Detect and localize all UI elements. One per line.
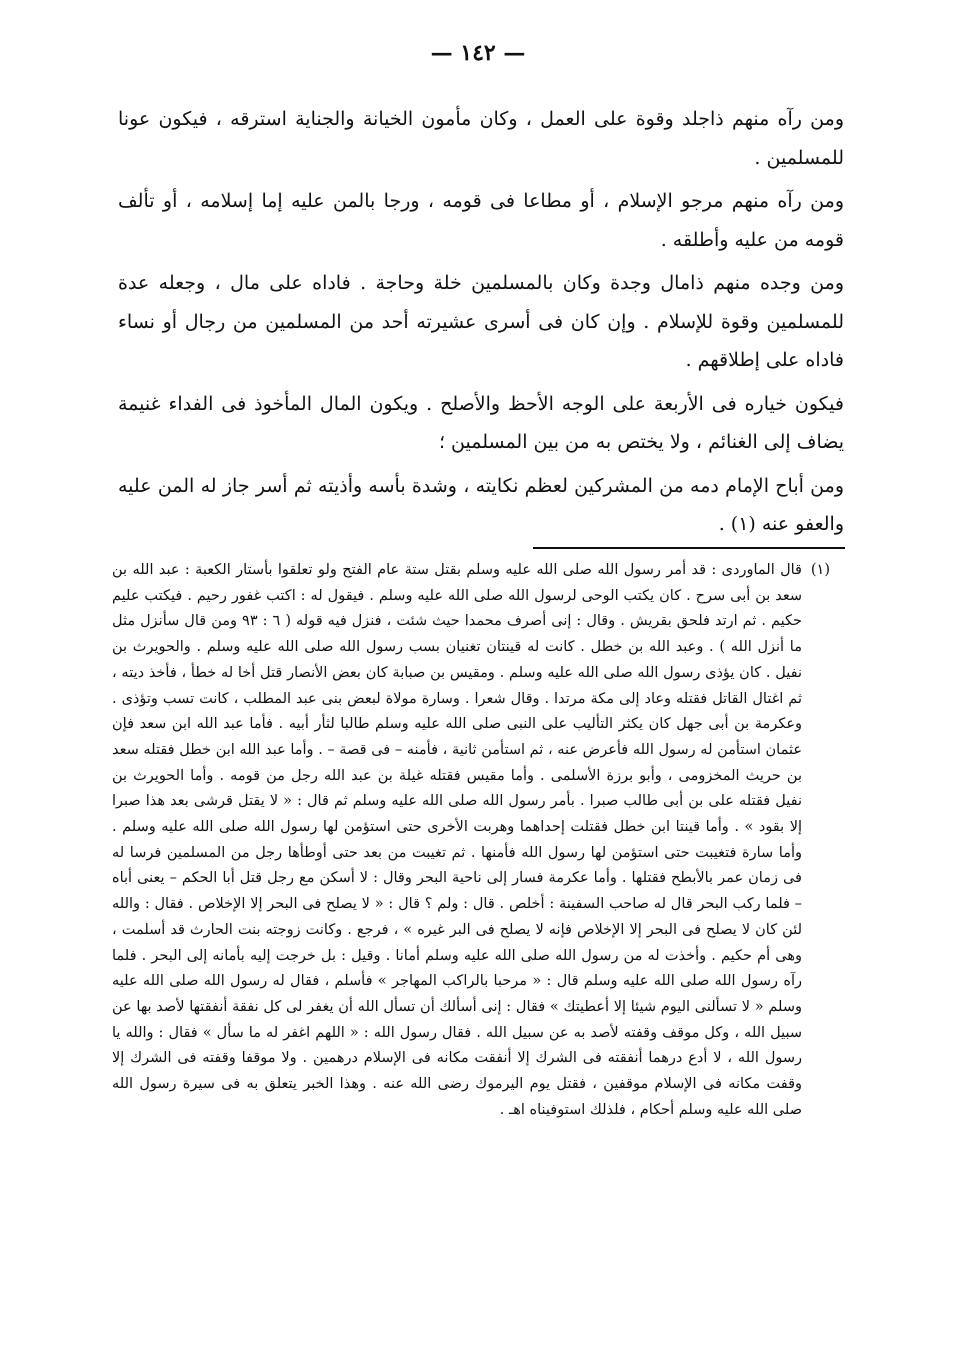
paragraph-2: ومن رآه منهم مرجو الإسلام ، أو مطاعا فى قومه ، ورجا بالمن عليه إما إسلامه ، أو تألف قومه من عليه وأطلقه . <box>118 190 844 251</box>
footnote-text: قال الماوردى : قد أمر رسول الله صلى الله عليه وسلم بقتل ستة عام الفتح ولو تعلقوا بأستار الكعبة : عبد الله بن سعد بن أبى سرح . كان يكتب الوحى لرسول الله صلى الله عليه وسلم . فيقول له : اكتب غفور رحيم . فيكتب عليم حكيم . ثم ارتد فلحق بقريش . وقال : إنى أصرف محمدا حيث شئت ، فنزل فيه قوله ( ٦ : ٩٣ ومن قال سأنزل مثل ما أنزل الله ) . وعبد الله بن خطل . كانت له قينتان تغنيان بسب رسول الله صلى الله عليه وسلم . والحويرث بن نفيل . كان يؤذى رسول الله صلى الله عليه وسلم . ومقيس بن صبابة كان بعض الأنصار قتل أخا له خطأ ، فأخذ ديته ، ثم اغتال القاتل فقتله وعاد إلى مكة مرتدا . وقال شعرا . وسارة مولاة لبعض بنى عبد المطلب ، كانت تسب وتؤذى . وعكرمة بن أبى جهل كان يكثر التأليب على النبى صلى الله عليه وسلم طالبا لثأر أبيه . فأما عبد الله ابن سعد فإن عثمان استأمن له رسول الله فأعرض عنه ، ثم استأمن ثانية ، فأمنه – فى قصة – . وأما عبد الله ابن خطل فقتله سعد بن حريث المخزومى ، وأبو برزة الأسلمى . وأما مقيس فقتله غيلة بن عبد الله رجل من قومه . وأما الحويرث بن نفيل فقتله على بن أبى طالب صبرا . بأمر رسول الله صلى الله عليه وسلم ثم قال : « لا يقتل قرشى بعد هذا صبرا إلا بقود » . وأما قينتا ابن خطل فقتلت إحداهما وهربت الأخرى حتى استؤمن لها رسول الله صلى الله عليه وسلم . وأما سارة فتغيبت حتى استؤمن لها رسول الله فأمنها . ثم تغيبت من بعد حتى أوطأها رجل من المسلمين فرسا له فى زمان عمر بالأبطح فقتلها . وأما عكرمة فسار إلى ناحية البحر وقال : لا أسكن مع رجل قتل أبا الحكم – يعنى أباه – فلما ركب البحر قال له صاحب السفينة : أخلص . قال : ولم ؟ قال : « لا يصلح فى البحر إلا الإخلاص . فقال : والله لئن كان لا يصلح فى البحر إلا الإخلاص فإنه لا يصلح فى البر غيره » ، فرجع . وكانت زوجته بنت الحارث قد أسلمت ، وهى أم حكيم . وأخذت له من رسول الله صلى الله عليه وسلم أمانا . وقيل : بل خرجت إليه بأمانه إلى البحر . فلما رآه رسول الله صلى الله عليه وسلم قال : « مرحبا بالراكب المهاجر » فأسلم ، فقال له رسول الله صلى الله عليه وسلم « لا تسألنى اليوم شيئا إلا أعطيتك » فقال : إنى أسألك أن تسأل الله أن يغفر لى كل نفقة أنفقتها لأصد بها عن سبيل الله ، وكل موقف وقفته لأصد به عن سبيل الله . فقال رسول الله : « اللهم اغفر له ما سأل » فقال : والله يا رسول الله ، لا أدع درهما أنفقته فى الشرك إلا أنفقت مكانه فى الإسلام درهمين . ولا موقفا وقفته فى الشرك إلا وقفت مكانه فى الإسلام موقفين ، فقتل يوم اليرموك رضى الله عنه . وهذا الخبر يتعلق به فى سيرة رسول الله صلى الله عليه وسلم أحكام ، فلذلك استوفيناه اهـ . <box>112 562 803 1118</box>
paragraph-3: ومن وجده منهم ذامال وجدة وكان بالمسلمين خلة وحاجة . فاداه على مال ، وجعله عدة للمسلمين وقوة للإسلام . وإن كان فى أسرى عشيرته أحد من المسلمين من رجال أو نساء فاداه على إطلاقهم . <box>118 272 844 371</box>
paragraph-1: ومن رآه منهم ذاجلد وقوة على العمل ، وكان مأمون الخيانة والجناية استرقه ، فيكون عونا للمسلمين . <box>118 108 844 169</box>
footnote-separator <box>533 547 845 549</box>
main-text-body <box>118 100 844 549</box>
page-number: — ١٤٢ — <box>430 40 526 66</box>
footnote-body <box>112 558 802 1123</box>
footnote-marker: (١) <box>810 562 830 578</box>
paragraph-4: فيكون خياره فى الأربعة على الوجه الأحظ والأصلح . ويكون المال المأخوذ فى الفداء غنيمة يضاف إلى الغنائم ، ولا يختص به من بين المسلمين ؛ <box>118 392 844 453</box>
paragraph-5: ومن أباح الإمام دمه من المشركين لعظم نكايته ، وشدة بأسه وأذيته ثم أسر جاز له المن عليه والعفو عنه (١) . <box>118 474 844 535</box>
